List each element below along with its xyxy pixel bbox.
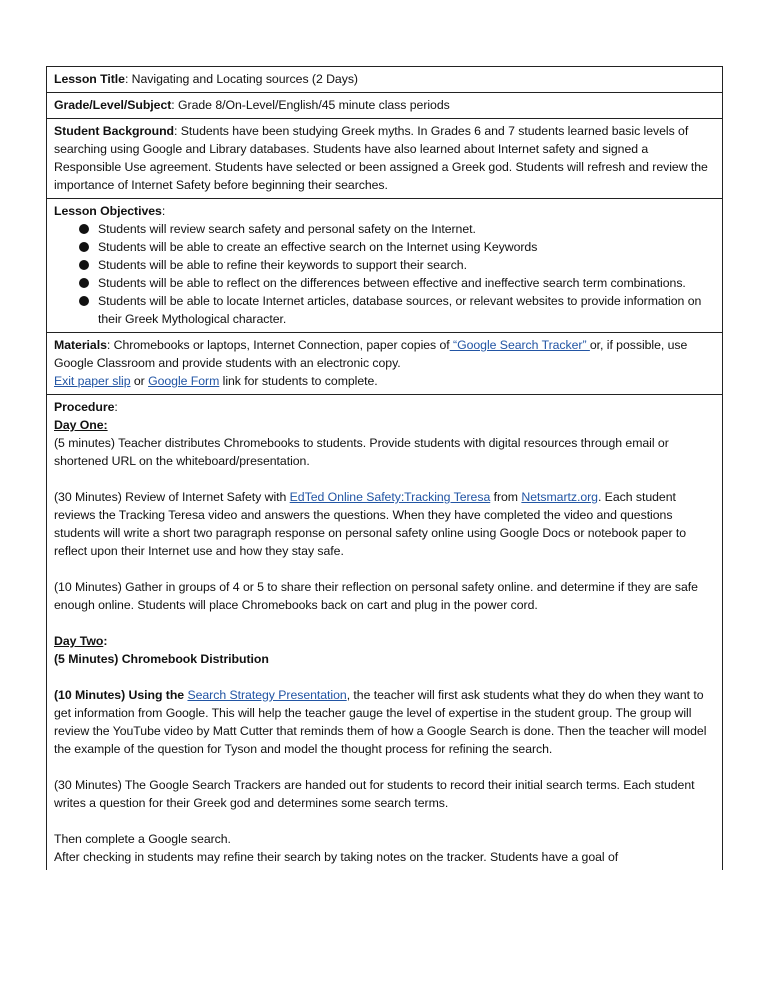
row-student-background	[47, 119, 723, 199]
procedure-paragraph: (5 minutes) Teacher distributes Chromebooks to students. Provide students with digital resources through email or shortened URL on the whiteboard/presentation.	[54, 436, 669, 468]
objectives-list	[54, 220, 716, 328]
day-one-heading: Day One:	[54, 418, 108, 432]
lesson-title-value: : Navigating and Locating sources (2 Days)	[124, 72, 358, 86]
bullet-icon	[79, 224, 89, 234]
procedure-label: Procedure	[54, 400, 115, 414]
row-grade	[47, 93, 723, 119]
row-lesson-objectives: Lesson Objectives: Students will review search safety and personal safety on the Internet. Students will be able to create an effective search on the Internet using Keywords Students will be able to refine their keywords to support their search. Students will be able to reflect on the differences between effective and ineffective search term combinations. Students will be able to locate Internet articles, database sources, or relevant websites to provide information on their Greek Mythological character.	[47, 199, 723, 333]
objective-item: Students will be able to refine their keywords to support their search.	[76, 256, 716, 274]
procedure-paragraph: (10 Minutes) Gather in groups of 4 or 5 to share their reflection on personal safety online. and determine if they are safe enough online. Students will place Chromebooks back on cart and plug in the power cord.	[54, 580, 698, 612]
grade-value: : Grade 8/On-Level/English/45 minute class periods	[171, 98, 450, 112]
google-search-tracker-link[interactable]: “Google Search Tracker”	[449, 338, 590, 352]
row-materials: Materials: Chromebooks or laptops, Internet Connection, paper copies of “Google Search Tracker” or, if possible, use Google Classroom and provide students with an electronic copy. Exit paper slip or Google Form link for students to complete.	[47, 333, 723, 395]
procedure-paragraph: After checking in students may refine their search by taking notes on the tracker. Students have a goal of	[54, 850, 619, 864]
objective-item: Students will be able to locate Internet articles, database sources, or relevant websites to provide information on their Greek Mythological character.	[76, 292, 716, 328]
row-lesson-title	[47, 67, 723, 93]
search-strategy-presentation-link[interactable]: Search Strategy Presentation	[187, 688, 347, 702]
procedure-paragraph: (5 Minutes) Chromebook Distribution	[54, 652, 269, 666]
netsmartz-link[interactable]: Netsmartz.org	[521, 490, 598, 504]
background-value: : Students have been studying Greek myths. In Grades 6 and 7 students learned basic levels of searching using Google and Library databases. Students have also learned about Internet safety and signed a Responsible Use agreement. Students have selected or been assigned a Greek god. Students will refresh and review the importance of Internet Safety before beginning their searches.	[54, 124, 708, 192]
objectives-label: Lesson Objectives	[54, 204, 162, 218]
edted-online-safety-link[interactable]: EdTed Online Safety:Tracking Teresa	[289, 490, 491, 504]
procedure-paragraph: (30 Minutes) The Google Search Trackers are handed out for students to record their initial search terms. Each student writes a question for their Greek god and determines some search terms.	[54, 778, 695, 810]
objective-item: Students will review search safety and personal safety on the Internet.	[76, 220, 716, 238]
procedure-paragraph: Then complete a Google search.	[54, 832, 231, 846]
grade-label: Grade/Level/Subject	[54, 98, 172, 112]
bullet-icon	[79, 260, 89, 270]
row-procedure: Procedure: Day One: (5 minutes) Teacher distributes Chromebooks to students. Provide students with digital resources through email or shortened URL on the whiteboard/presentation. (30 Minutes) Review of Internet Safety with EdTed Online Safety:Tracking Teresa from Netsmartz.org. Each student reviews the Tracking Teresa video and answers the questions. When they have completed the video and questions students will write a short two paragraph response on personal safety online using Google Docs or notebook paper to reflect upon their Internet use and how they stay safe. (10 Minutes) Gather in groups of 4 or 5 to share their reflection on personal safety online. and determine if they are safe enough online. Students will place Chromebooks back on cart and plug in the power cord. Day Two: (5 Minutes) Chromebook Distribution (10 Minutes) Using the Search Strategy Presentation, the teacher will first ask students what they do when they want to get information from Google. This will help the teacher gauge the level of expertise in the student group. The group will review the YouTube video by Matt Cutter that reminds them of how a Google Search is done. Then the teacher will model the example of the question for Tyson and model the thought process for refining the search. (30 Minutes) The Google Search Trackers are handed out for students to record their initial search terms. Each student writes a question for their Greek god and determines some search terms. Then complete a Google search. After checking in students may refine their search by taking notes on the tracker. Students have a goal of	[47, 395, 723, 871]
objective-item: Students will be able to create an effective search on the Internet using Keywords	[76, 238, 716, 256]
bullet-icon	[79, 296, 89, 306]
background-label: Student Background	[54, 124, 175, 138]
bullet-icon	[79, 242, 89, 252]
exit-paper-slip-link[interactable]: Exit paper slip	[54, 374, 131, 388]
google-form-link[interactable]: Google Form	[148, 374, 220, 388]
procedure-paragraph: (10 Minutes) Using the Search Strategy Presentation, the teacher will first ask students what they do when they want to get information from Google. This will help the teacher gauge the level of expertise in the student group. The group will review the YouTube video by Matt Cutter that reminds them of how a Google Search is done. Then the teacher will model the example of the question for Tyson and model the thought process for refining the search.	[54, 688, 707, 756]
objective-item: Students will be able to reflect on the differences between effective and ineffective search term combinations.	[76, 274, 716, 292]
bullet-icon	[79, 278, 89, 288]
lesson-title-label: Lesson Title	[54, 72, 125, 86]
day-two-heading: Day Two	[54, 634, 104, 648]
lesson-plan-table	[46, 66, 723, 870]
materials-label: Materials	[54, 338, 107, 352]
procedure-paragraph: (30 Minutes) Review of Internet Safety with EdTed Online Safety:Tracking Teresa from Netsmartz.org. Each student reviews the Tracking Teresa video and answers the questions. When they have completed the video and questions students will write a short two paragraph response on personal safety online using Google Docs or notebook paper to reflect upon their Internet use and how they stay safe.	[54, 490, 687, 558]
